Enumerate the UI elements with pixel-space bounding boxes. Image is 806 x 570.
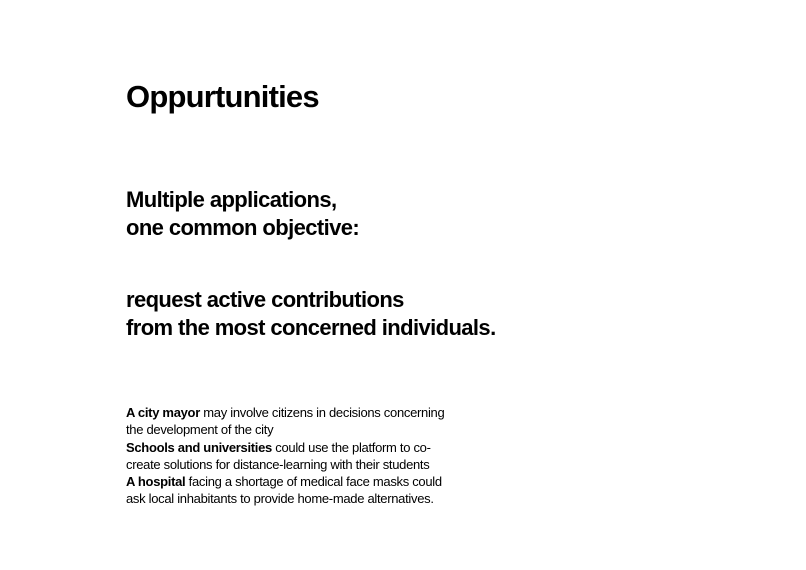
example-hospital-subject: A hospital <box>126 474 186 490</box>
example-hospital-text: facing a shortage of medical face masks could <box>185 474 442 490</box>
example-schools-line-2: create solutions for distance-learning with their students <box>126 456 430 472</box>
example-mayor-line-2: the development of the city <box>126 422 274 438</box>
example-schools-line-1 <box>126 439 471 456</box>
applications-heading <box>126 186 359 242</box>
objective-heading-line-1: request active contributions <box>126 287 404 312</box>
example-schools-subject: Schools and universities <box>126 439 272 455</box>
objective-heading <box>126 286 496 342</box>
slide-title: Oppurtunities <box>126 79 319 114</box>
example-mayor-subject: A city mayor <box>126 405 200 420</box>
example-mayor-text: may involve citizens in decisions concerning <box>199 405 445 420</box>
examples-paragraph <box>126 404 471 508</box>
applications-heading-line-1: Multiple applications, <box>126 187 337 212</box>
example-schools-text: could use the platform to co- <box>271 439 431 455</box>
objective-heading-line-2: from the most concerned individuals. <box>126 315 496 340</box>
example-mayor-line-1 <box>126 404 471 421</box>
example-hospital-line-1 <box>126 473 471 490</box>
example-hospital-line-2: ask local inhabitants to provide home-made alternatives. <box>126 491 434 507</box>
applications-heading-line-2: one common objective: <box>126 215 360 240</box>
